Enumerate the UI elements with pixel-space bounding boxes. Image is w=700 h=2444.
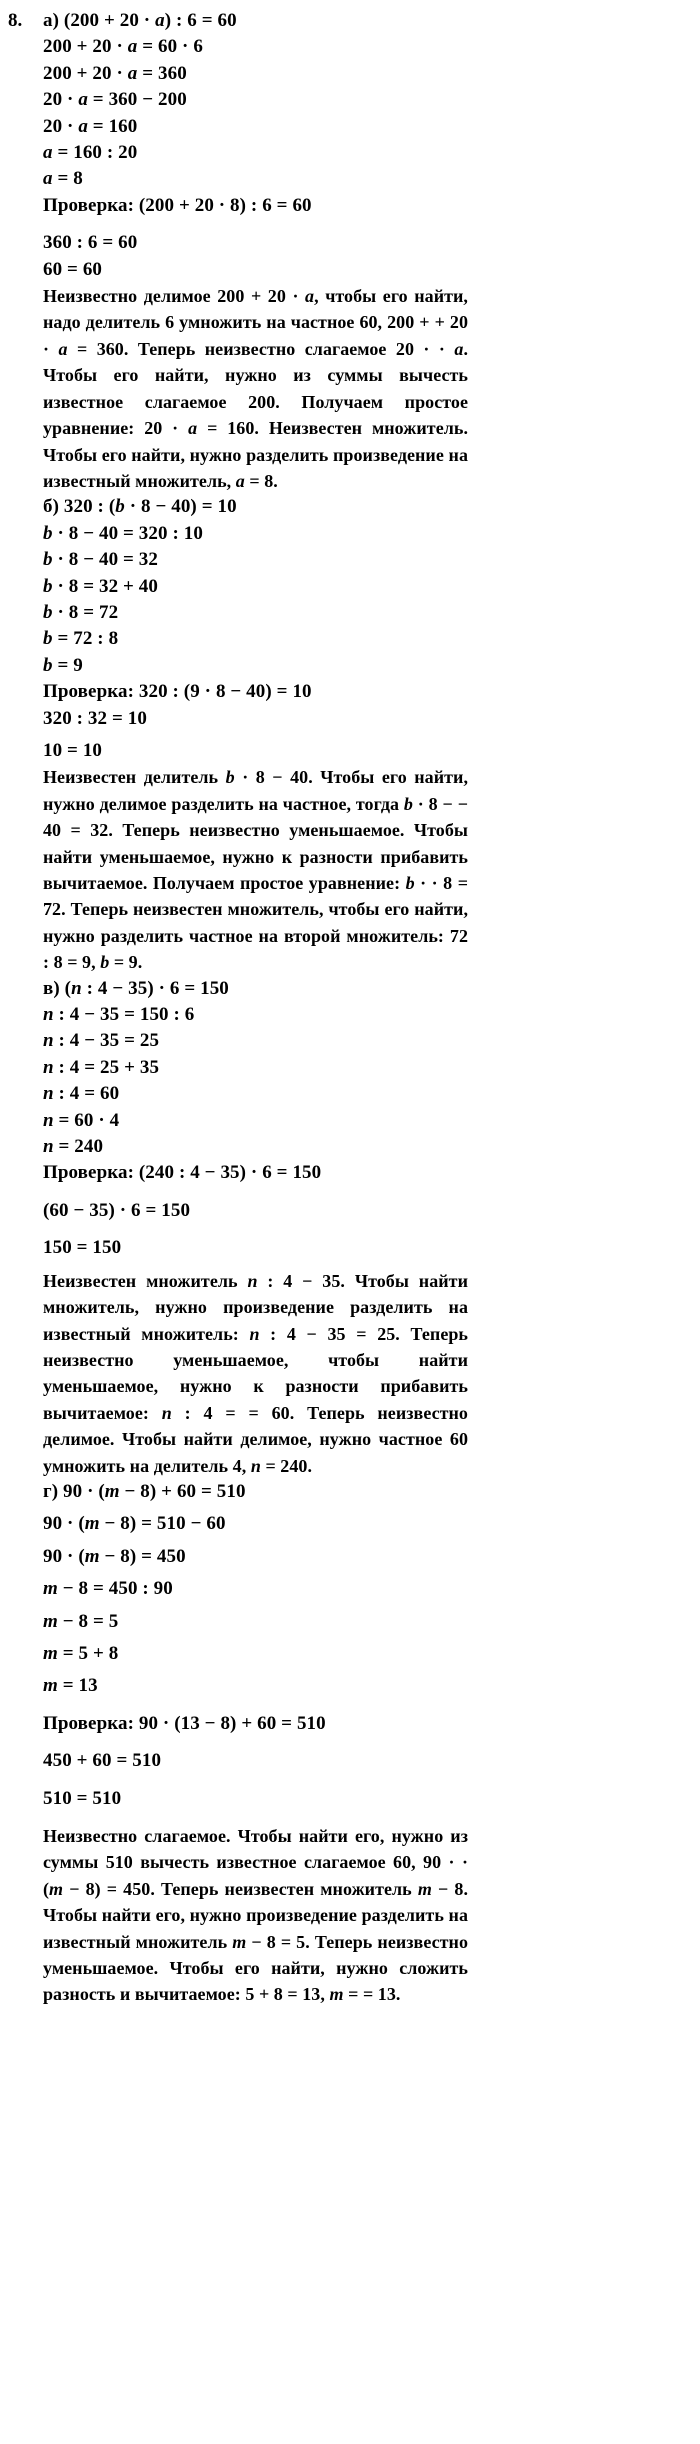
math-variable: a	[235, 470, 245, 491]
part-g-equation-line-7	[43, 1673, 468, 1699]
part-b-eq-4: b · 8 = 32 + 40	[43, 575, 158, 597]
part-g-check-3: 510 = 510	[43, 1787, 122, 1809]
part-a-equation-line-3	[43, 61, 468, 87]
part-a-eq-1: (200 + 20 · a) : 6 = 60	[63, 10, 237, 31]
problem-8	[0, 8, 700, 2008]
part-b-equation-line-1	[43, 494, 468, 520]
part-v-eq-3: n : 4 − 35 = 25	[43, 1030, 160, 1052]
part-g-eq-7: m = 13	[43, 1675, 98, 1697]
part-g-label: г)	[43, 1480, 59, 1502]
math-variable: b	[43, 628, 53, 650]
math-variable: n	[43, 1030, 54, 1052]
math-variable: m	[329, 1984, 344, 2005]
part-v-check-line-2	[43, 1198, 468, 1224]
part-a-eq-7: a = 8	[43, 168, 83, 190]
math-variable: m	[43, 1675, 58, 1697]
part-g-equation-line-3	[43, 1544, 468, 1570]
part-v-equation-line-1	[43, 976, 468, 1002]
part-g-explanation: Неизвестно слагаемое. Чтобы найти его, нужно из суммы 510 вычесть известное слагаемое 60, 90 · · (m − 8) = 450. Теперь неизвестен множитель m − 8. Чтобы найти его, нужно произведение разделить на известный множитель m − 8 = 5. Теперь неизвестно уменьшаемое. Чтобы его найти, нужно сложить разность и вычитаемое: 5 + 8 = 13, m = = 13.	[43, 1826, 468, 2005]
math-variable: b	[100, 952, 110, 973]
math-variable: b	[43, 575, 53, 597]
math-variable: m	[43, 1610, 58, 1632]
math-variable: m	[104, 1480, 120, 1502]
part-g-equation-line-1	[43, 1479, 468, 1505]
part-v-label: в)	[43, 977, 60, 999]
part-a-eq-4: 20 · a = 360 − 200	[43, 89, 187, 111]
part-a-check-line-2	[43, 230, 468, 256]
part-v-equation-line-5	[43, 1081, 468, 1107]
part-b-check-2: 320 : 32 = 10	[43, 707, 147, 729]
math-variable: b	[43, 601, 53, 623]
math-variable: b	[43, 549, 53, 571]
spacer	[43, 1187, 468, 1198]
part-b-equation-line-4	[43, 574, 468, 600]
part-v-check-line-3	[43, 1235, 468, 1261]
part-a-check-2: 360 : 6 = 60	[43, 232, 138, 254]
math-variable: b	[225, 767, 235, 788]
part-v-eq-4: n : 4 = 25 + 35	[43, 1056, 160, 1078]
part-b-check-3: 10 = 10	[43, 739, 103, 761]
part-b-equation-line-5	[43, 600, 468, 626]
math-variable: m	[232, 1931, 247, 1952]
math-variable: a	[127, 36, 138, 58]
math-variable: n	[250, 1455, 261, 1476]
part-b-equation-line-3	[43, 547, 468, 573]
part-b-check-line-3	[43, 738, 468, 764]
math-variable: n	[43, 1083, 54, 1105]
part-g-eq-4: m − 8 = 450 : 90	[43, 1578, 173, 1600]
part-v-eq-2: n : 4 − 35 = 150 : 6	[43, 1004, 195, 1026]
part-g-check-1: Проверка: 90 · (13 − 8) + 60 = 510	[43, 1712, 326, 1734]
math-variable: a	[43, 168, 53, 190]
part-b-check-line-2	[43, 706, 468, 732]
math-variable: a	[127, 62, 138, 84]
math-variable: n	[71, 977, 82, 999]
part-b-eq-7: b = 9	[43, 654, 83, 676]
part-a-eq-2: 200 + 20 · a = 60 · 6	[43, 36, 203, 58]
part-v-eq-1: (n : 4 − 35) · 6 = 150	[64, 977, 229, 999]
part-g-equation-line-2	[43, 1511, 468, 1537]
spacer	[43, 219, 468, 230]
math-variable: n	[43, 1136, 54, 1158]
math-variable: b	[43, 522, 53, 544]
part-v-equation-line-2	[43, 1002, 468, 1028]
math-variable: a	[155, 10, 165, 31]
part-a-explanation: Неизвестно делимое 200 + 20 · a, чтобы его найти, надо делитель 6 умножить на частное 60, 200 + + 20 · a = 360. Теперь неизвестно слагаемое 20 · · a. Чтобы его найти, нужно из суммы вычесть известное слагаемое 200. Получаем простое уравнение: 20 · a = 160. Неизвестен множитель. Чтобы его найти, нужно разделить произведение на известный множитель, a = 8.	[43, 286, 468, 491]
part-v-equation-line-3	[43, 1028, 468, 1054]
part-v-equation-line-6	[43, 1108, 468, 1134]
part-a-label: а)	[43, 10, 60, 31]
math-variable: a	[78, 115, 88, 137]
math-variable: n	[247, 1270, 258, 1291]
math-variable: b	[403, 793, 413, 814]
part-b-eq-6: b = 72 : 8	[43, 628, 119, 650]
part-g-check-line-2	[43, 1748, 468, 1774]
part-v-check-line-1	[43, 1160, 468, 1186]
math-variable: n	[161, 1402, 172, 1423]
math-variable: a	[454, 338, 464, 359]
part-v-eq-7: n = 240	[43, 1136, 104, 1158]
math-variable: m	[84, 1545, 100, 1567]
part-b-eq-1: 320 : (b · 8 − 40) = 10	[63, 496, 237, 518]
part-v-check-3: 150 = 150	[43, 1237, 122, 1259]
part-v-eq-6: n = 60 · 4	[43, 1109, 120, 1131]
part-g-equation-line-5	[43, 1609, 468, 1635]
math-variable: m	[43, 1642, 58, 1664]
part-g-eq-1: 90 · (m − 8) + 60 = 510	[63, 1480, 246, 1502]
math-variable: n	[249, 1323, 260, 1344]
math-variable: m	[417, 1878, 432, 1899]
part-b-eq-2: b · 8 − 40 = 320 : 10	[43, 522, 203, 544]
part-g-equation-line-4	[43, 1576, 468, 1602]
math-variable: n	[43, 1056, 54, 1078]
part-g-equation-line-6	[43, 1641, 468, 1667]
part-b-equation-line-6	[43, 626, 468, 652]
part-a-eq-6: a = 160 : 20	[43, 142, 138, 164]
part-a-equation-line-1	[43, 8, 468, 34]
part-v-check-2: (60 − 35) · 6 = 150	[43, 1199, 191, 1221]
spacer	[43, 1700, 468, 1711]
part-b-equation-line-2	[43, 521, 468, 547]
math-variable: a	[43, 142, 53, 164]
part-g-eq-5: m − 8 = 5	[43, 1610, 119, 1632]
part-a-check-line-1	[43, 193, 468, 219]
part-b-eq-3: b · 8 − 40 = 32	[43, 549, 158, 571]
part-a-equation-line-7	[43, 166, 468, 192]
part-g-check-line-1	[43, 1711, 468, 1737]
part-a-check-line-3	[43, 257, 468, 283]
spacer	[43, 1812, 468, 1823]
part-v-equation-line-4	[43, 1055, 468, 1081]
part-v-eq-5: n : 4 = 60	[43, 1083, 120, 1105]
spacer	[43, 1224, 468, 1235]
part-a-equation-line-5	[43, 114, 468, 140]
part-a-equation-line-2	[43, 34, 468, 60]
part-a-check-3: 60 = 60	[43, 258, 103, 280]
math-variable: a	[58, 338, 68, 359]
part-b-check-line-1	[43, 679, 468, 705]
math-variable: n	[43, 1109, 54, 1131]
part-g-check-line-3	[43, 1786, 468, 1812]
math-variable: b	[115, 496, 125, 518]
math-variable: b	[405, 873, 415, 893]
part-b-label: б)	[43, 496, 60, 518]
math-variable: b	[43, 654, 53, 676]
part-g-eq-6: m = 5 + 8	[43, 1642, 119, 1664]
part-g-check-2: 450 + 60 = 510	[43, 1750, 162, 1772]
part-a-eq-5: 20 · a = 160	[43, 115, 138, 137]
part-b-explanation: Неизвестен делитель b · 8 − 40. Чтобы его найти, нужно делимое разделить на частное, тогда b · 8 − − 40 = 32. Теперь неизвестно уменьшаемое. Чтобы найти уменьшаемое, нужно к разности прибавить вычитаемое. Получаем простое уравнение: b · · 8 = 72. Теперь неизвестен множитель, чтобы его найти, нужно разделить частное на второй множитель: 72 : 8 = 9, b = 9.	[43, 767, 468, 973]
math-variable: m	[43, 1578, 58, 1600]
part-g-eq-2: 90 · (m − 8) = 510 − 60	[43, 1513, 226, 1535]
part-v-check-1: Проверка: (240 : 4 − 35) · 6 = 150	[43, 1162, 322, 1184]
math-variable: n	[43, 1004, 54, 1026]
spacer	[43, 1737, 468, 1748]
part-b-eq-5: b · 8 = 72	[43, 601, 119, 623]
problem-number: 8.	[8, 10, 23, 31]
math-variable: a	[305, 286, 315, 307]
math-variable: m	[84, 1513, 100, 1535]
part-a-equation-line-4	[43, 87, 468, 113]
part-b-check-1: Проверка: 320 : (9 · 8 − 40) = 10	[43, 681, 312, 703]
part-g-eq-3: 90 · (m − 8) = 450	[43, 1545, 186, 1567]
math-variable: m	[49, 1878, 64, 1899]
math-variable: a	[78, 89, 88, 111]
part-v-explanation: Неизвестен множитель n : 4 − 35. Чтобы найти множитель, нужно произведение разделить на известный множитель: n : 4 − 35 = 25. Теперь неизвестно уменьшаемое, чтобы найти уменьшаемое, нужно к разности прибавить вычитаемое: n : 4 = = 60. Теперь неизвестно делимое. Чтобы найти делимое, нужно частное 60 умножить на делитель 4, n = 240.	[43, 1270, 468, 1476]
part-a-eq-3: 200 + 20 · a = 360	[43, 62, 187, 84]
part-b-equation-line-7	[43, 653, 468, 679]
problem-body	[43, 8, 468, 2008]
part-v-equation-line-7	[43, 1134, 468, 1160]
part-a-equation-line-6	[43, 140, 468, 166]
part-a-check-1: Проверка: (200 + 20 · 8) : 6 = 60	[43, 194, 312, 216]
spacer	[43, 1775, 468, 1786]
math-variable: a	[188, 418, 198, 439]
